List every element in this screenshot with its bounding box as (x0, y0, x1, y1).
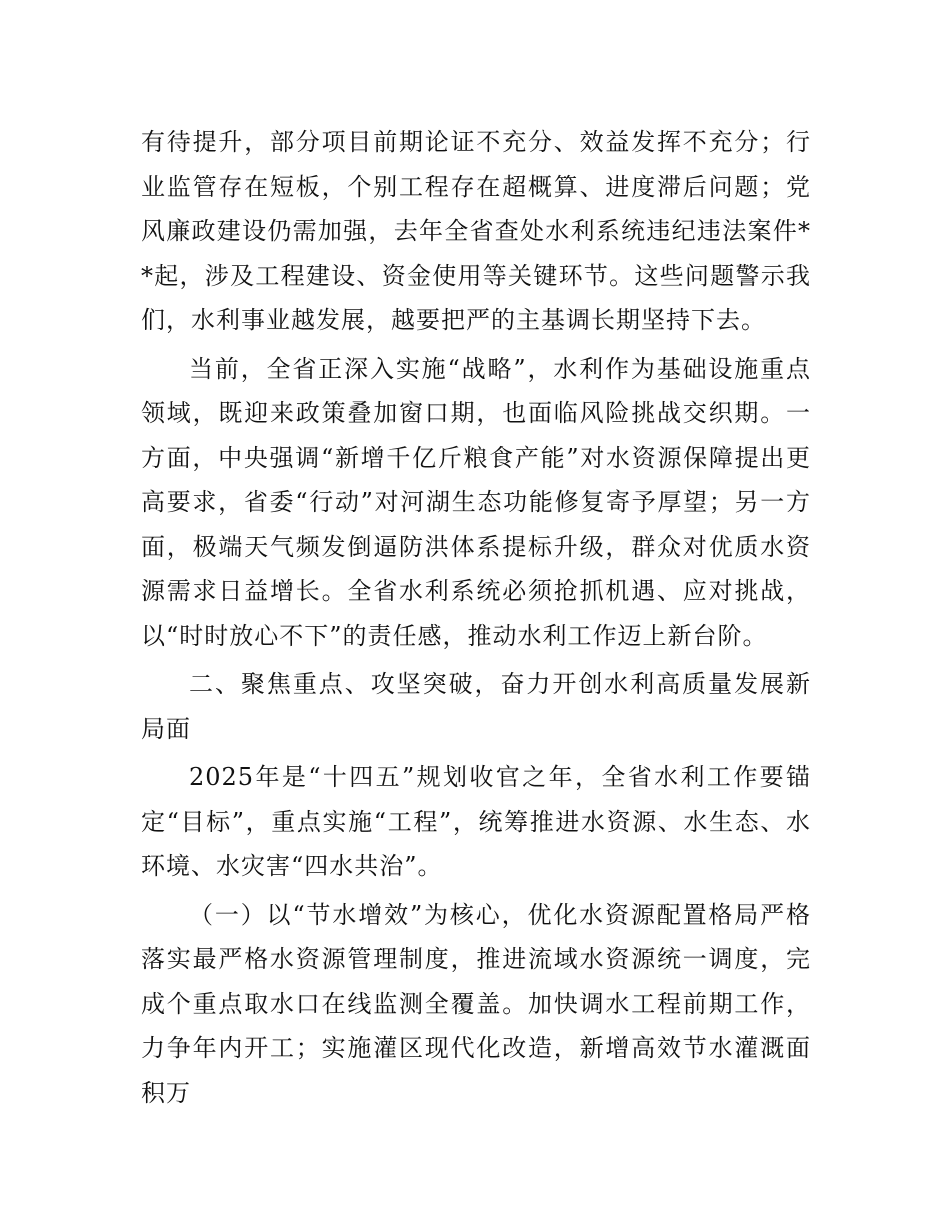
paragraph-2025-goals: 2025年是“十四五”规划收官之年，全省水利工作要锚定“目标”，重点实施“工程”，统筹推进水资源、水生态、水环境、水灾害“四水共治”。 (141, 763, 811, 880)
paragraph-problems: 有待提升，部分项目前期论证不充分、效益发挥不充分；行业监管存在短板，个别工程存在超概算、进度滞后问题；党风廉政建设仍需加强，去年全省查处水利系统违纪违法案件**起，涉及工程建设、资金使用等关键环节。这些问题警示我们，水利事业越发展，越要把严的主基调长期坚持下去。 (141, 128, 811, 334)
document-body (141, 120, 811, 1119)
paragraph-current-situation: 当前，全省正深入实施“战略”，水利作为基础设施重点领域，既迎来政策叠加窗口期，也面临风险挑战交织期。一方面，中央强调“新增千亿斤粮食产能”对水资源保障提出更高要求，省委“行动”对河湖生态功能修复寄予厚望；另一方面，极端天气频发倒逼防洪体系提标升级，群众对优质水资源需求日益增长。全省水利系统必须抢抓机遇、应对挑战，以“时时放心不下”的责任感，推动水利工作迈上新台阶。 (141, 354, 811, 650)
section-heading-two: 二、聚焦重点、攻坚突破，奋力开创水利高质量发展新局面 (141, 670, 811, 743)
paragraph-water-saving: （一）以“节水增效”为核心，优化水资源配置格局严格落实最严格水资源管理制度，推进流域水资源统一调度，完成个重点取水口在线监测全覆盖。加快调水工程前期工作，力争年内开工；实施灌区现代化改造，新增高效节水灌溉面积万 (141, 900, 811, 1107)
